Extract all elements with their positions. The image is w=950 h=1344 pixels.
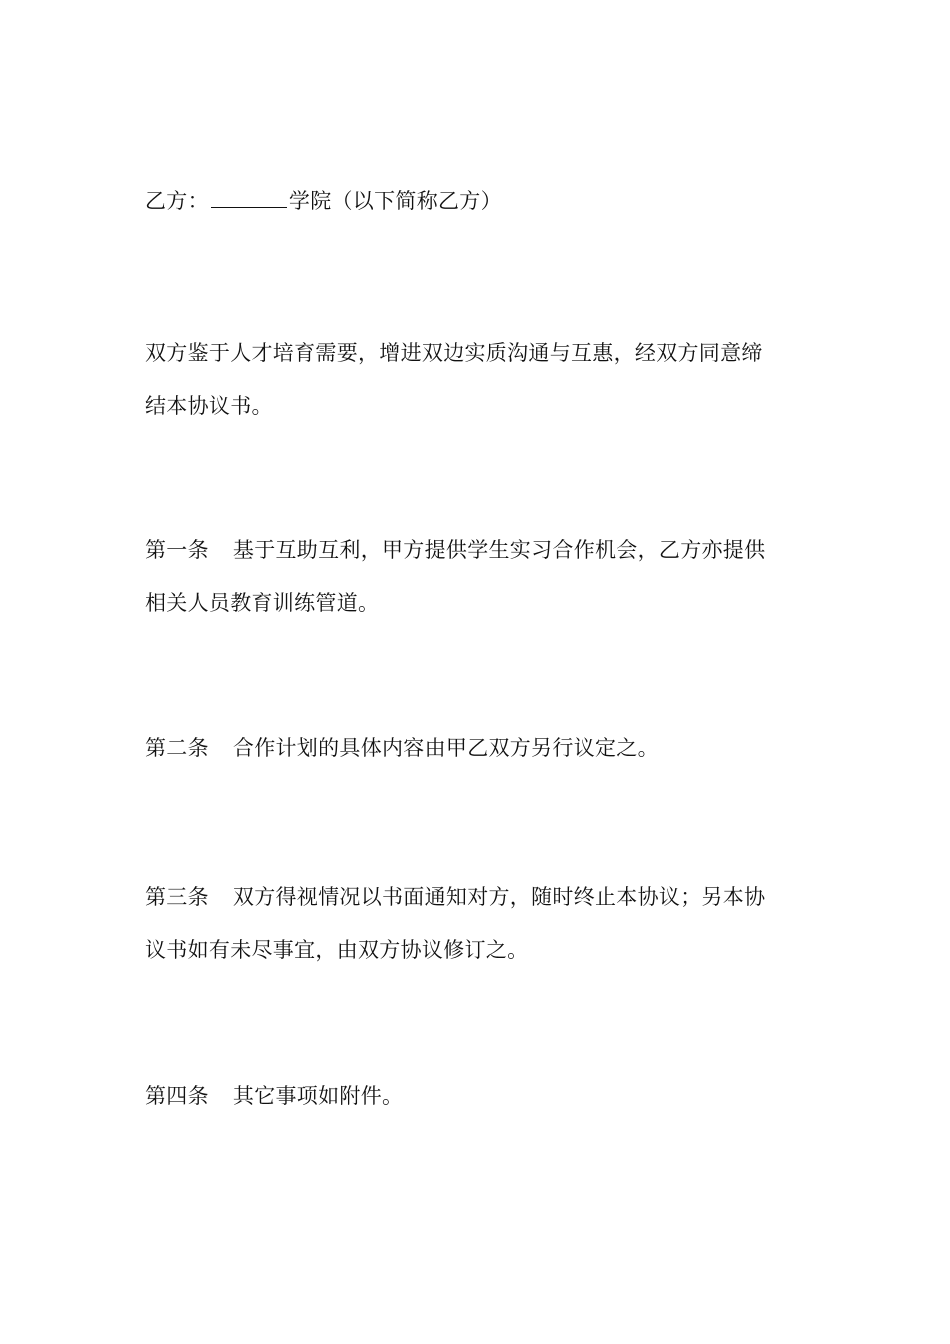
article-1-heading: 第一条 (145, 538, 209, 562)
party-b-blank-field (211, 189, 287, 208)
article-1 (145, 524, 810, 630)
preamble-paragraph (145, 327, 810, 433)
article-1-line-2: 相关人员教育训练管道。 (145, 591, 380, 615)
article-1-line-1: 基于互助互利，甲方提供学生实习合作机会，乙方亦提供 (232, 538, 766, 562)
preamble-line-2: 结本协议书。 (145, 394, 273, 418)
article-3 (145, 871, 810, 977)
article-3-heading: 第三条 (145, 885, 209, 909)
preamble-line-1: 双方鉴于人才培育需要，增进双边实质沟通与互惠，经双方同意缔 (145, 341, 763, 365)
article-3-line-2: 议书如有未尽事宜，由双方协议修订之。 (145, 938, 529, 962)
party-b-label: 乙方： (145, 189, 209, 213)
article-2-heading: 第二条 (145, 736, 209, 760)
article-4 (145, 1070, 810, 1123)
article-2 (145, 722, 810, 775)
article-4-line-1: 其它事项如附件。 (232, 1084, 404, 1108)
article-2-line-1: 合作计划的具体内容由甲乙双方另行议定之。 (232, 736, 659, 760)
article-3-line-1: 双方得视情况以书面通知对方，随时终止本协议；另本协 (232, 885, 766, 909)
article-4-heading: 第四条 (145, 1084, 209, 1108)
party-b-line (145, 175, 810, 228)
party-b-suffix: 学院（以下简称乙方） (288, 189, 502, 213)
